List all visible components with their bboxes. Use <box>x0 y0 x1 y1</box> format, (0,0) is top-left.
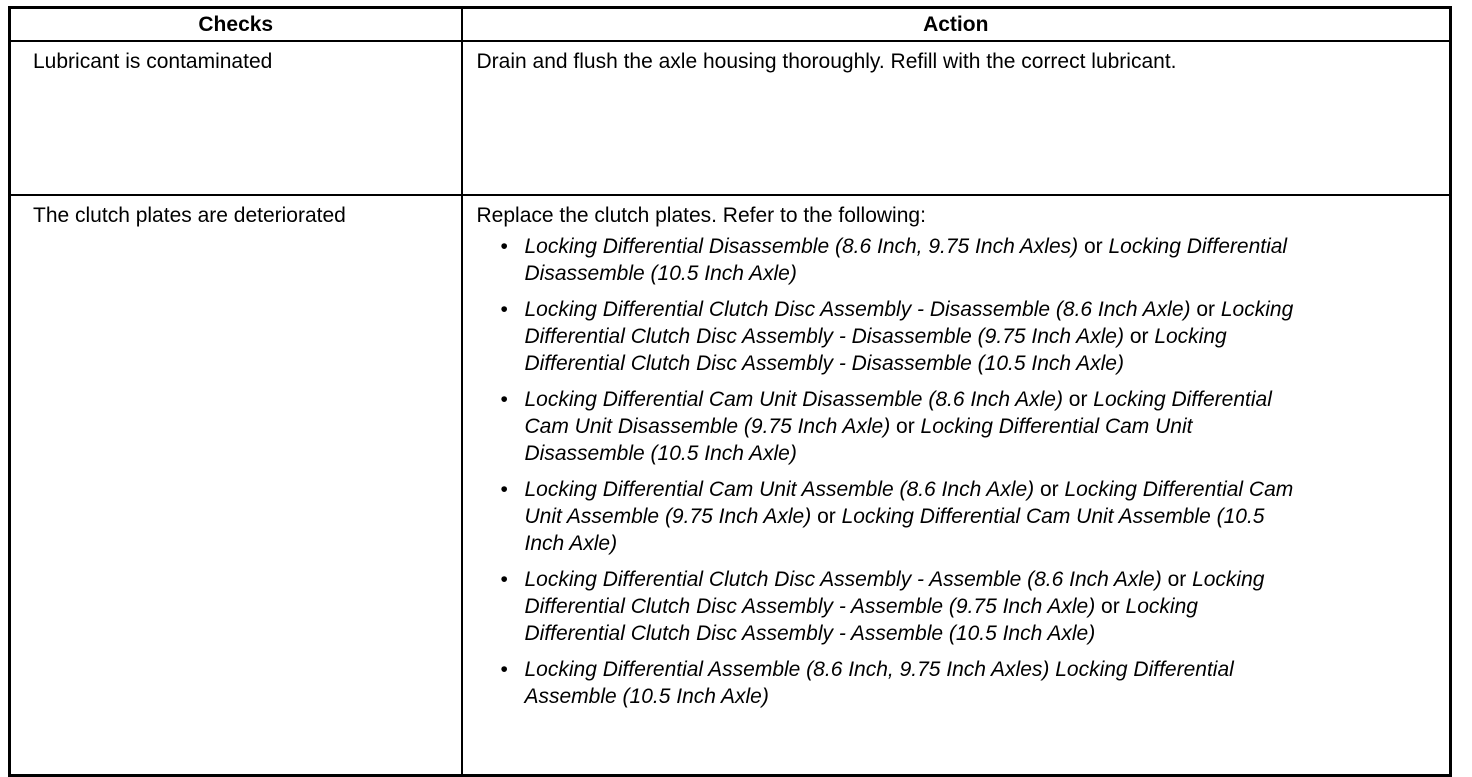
reference-connector: or <box>811 505 842 528</box>
table-row <box>10 195 1451 776</box>
action-column-header: Action <box>462 8 1451 42</box>
reference-title: Locking Differential Clutch Disc Assembly - Assemble (8.6 Inch Axle) <box>524 568 1162 591</box>
reference-title: Locking Differential Clutch Disc Assembly - Disassemble (9.75 Inch Axle) <box>524 298 1294 348</box>
reference-title: Locking Differential Cam Unit Assemble (8.6 Inch Axle) <box>524 478 1035 501</box>
reference-title: Locking Differential Clutch Disc Assembly - Assemble (9.75 Inch Axle) <box>524 568 1265 618</box>
reference-connector: or <box>1062 388 1094 411</box>
action-intro: Replace the clutch plates. Refer to the following: <box>476 204 926 227</box>
list-item <box>477 566 1297 647</box>
reference-title: Locking Differential Clutch Disc Assembly - Disassemble (8.6 Inch Axle) <box>524 298 1191 321</box>
list-item <box>477 296 1297 377</box>
list-item <box>477 386 1297 467</box>
reference-title: Locking Differential Cam Unit Assemble (10.5 Inch Axle) <box>524 505 1265 555</box>
reference-connector: or <box>1161 568 1193 591</box>
list-item <box>477 656 1297 710</box>
list-item <box>477 233 1297 287</box>
reference-title: Locking Differential Disassemble (8.6 Inch, 9.75 Inch Axles) <box>524 235 1079 258</box>
action-cell: Drain and flush the axle housing thoroughly. Refill with the correct lubricant. <box>462 41 1451 195</box>
reference-title: Locking Differential Clutch Disc Assembly - Disassemble (10.5 Inch Axle) <box>524 325 1227 375</box>
check-cell: The clutch plates are deteriorated <box>10 195 462 776</box>
action-cell <box>462 195 1451 776</box>
reference-connector: or <box>1095 595 1126 618</box>
reference-title: Locking Differential Cam Unit Disassemble (9.75 Inch Axle) <box>524 388 1272 438</box>
reference-title: Locking Differential Assemble (8.6 Inch, 9.75 Inch Axles) <box>524 658 1050 681</box>
reference-connector: or <box>1123 325 1155 348</box>
reference-title: Locking Differential Assemble (10.5 Inch Axle) <box>524 658 1234 708</box>
reference-connector: or <box>1190 298 1221 321</box>
list-item <box>477 476 1297 557</box>
table-row <box>10 41 1451 195</box>
reference-title: Locking Differential Cam Unit Disassemble (8.6 Inch Axle) <box>524 388 1063 411</box>
reference-connector: or <box>1034 478 1065 501</box>
reference-title: Locking Differential Cam Unit Assemble (9.75 Inch Axle) <box>524 478 1294 528</box>
reference-title: Locking Differential Cam Unit Disassemble (10.5 Inch Axle) <box>524 415 1193 465</box>
reference-title: Locking Differential Clutch Disc Assembly - Assemble (10.5 Inch Axle) <box>524 595 1198 645</box>
reference-connector: or <box>1078 235 1109 258</box>
check-cell: Lubricant is contaminated <box>10 41 462 195</box>
reference-list <box>477 233 1297 710</box>
diagnostic-table <box>8 6 1452 777</box>
reference-title: Locking Differential Disassemble (10.5 Inch Axle) <box>524 235 1288 285</box>
header-row <box>10 8 1451 42</box>
checks-column-header: Checks <box>10 8 462 42</box>
reference-connector: or <box>890 415 921 438</box>
